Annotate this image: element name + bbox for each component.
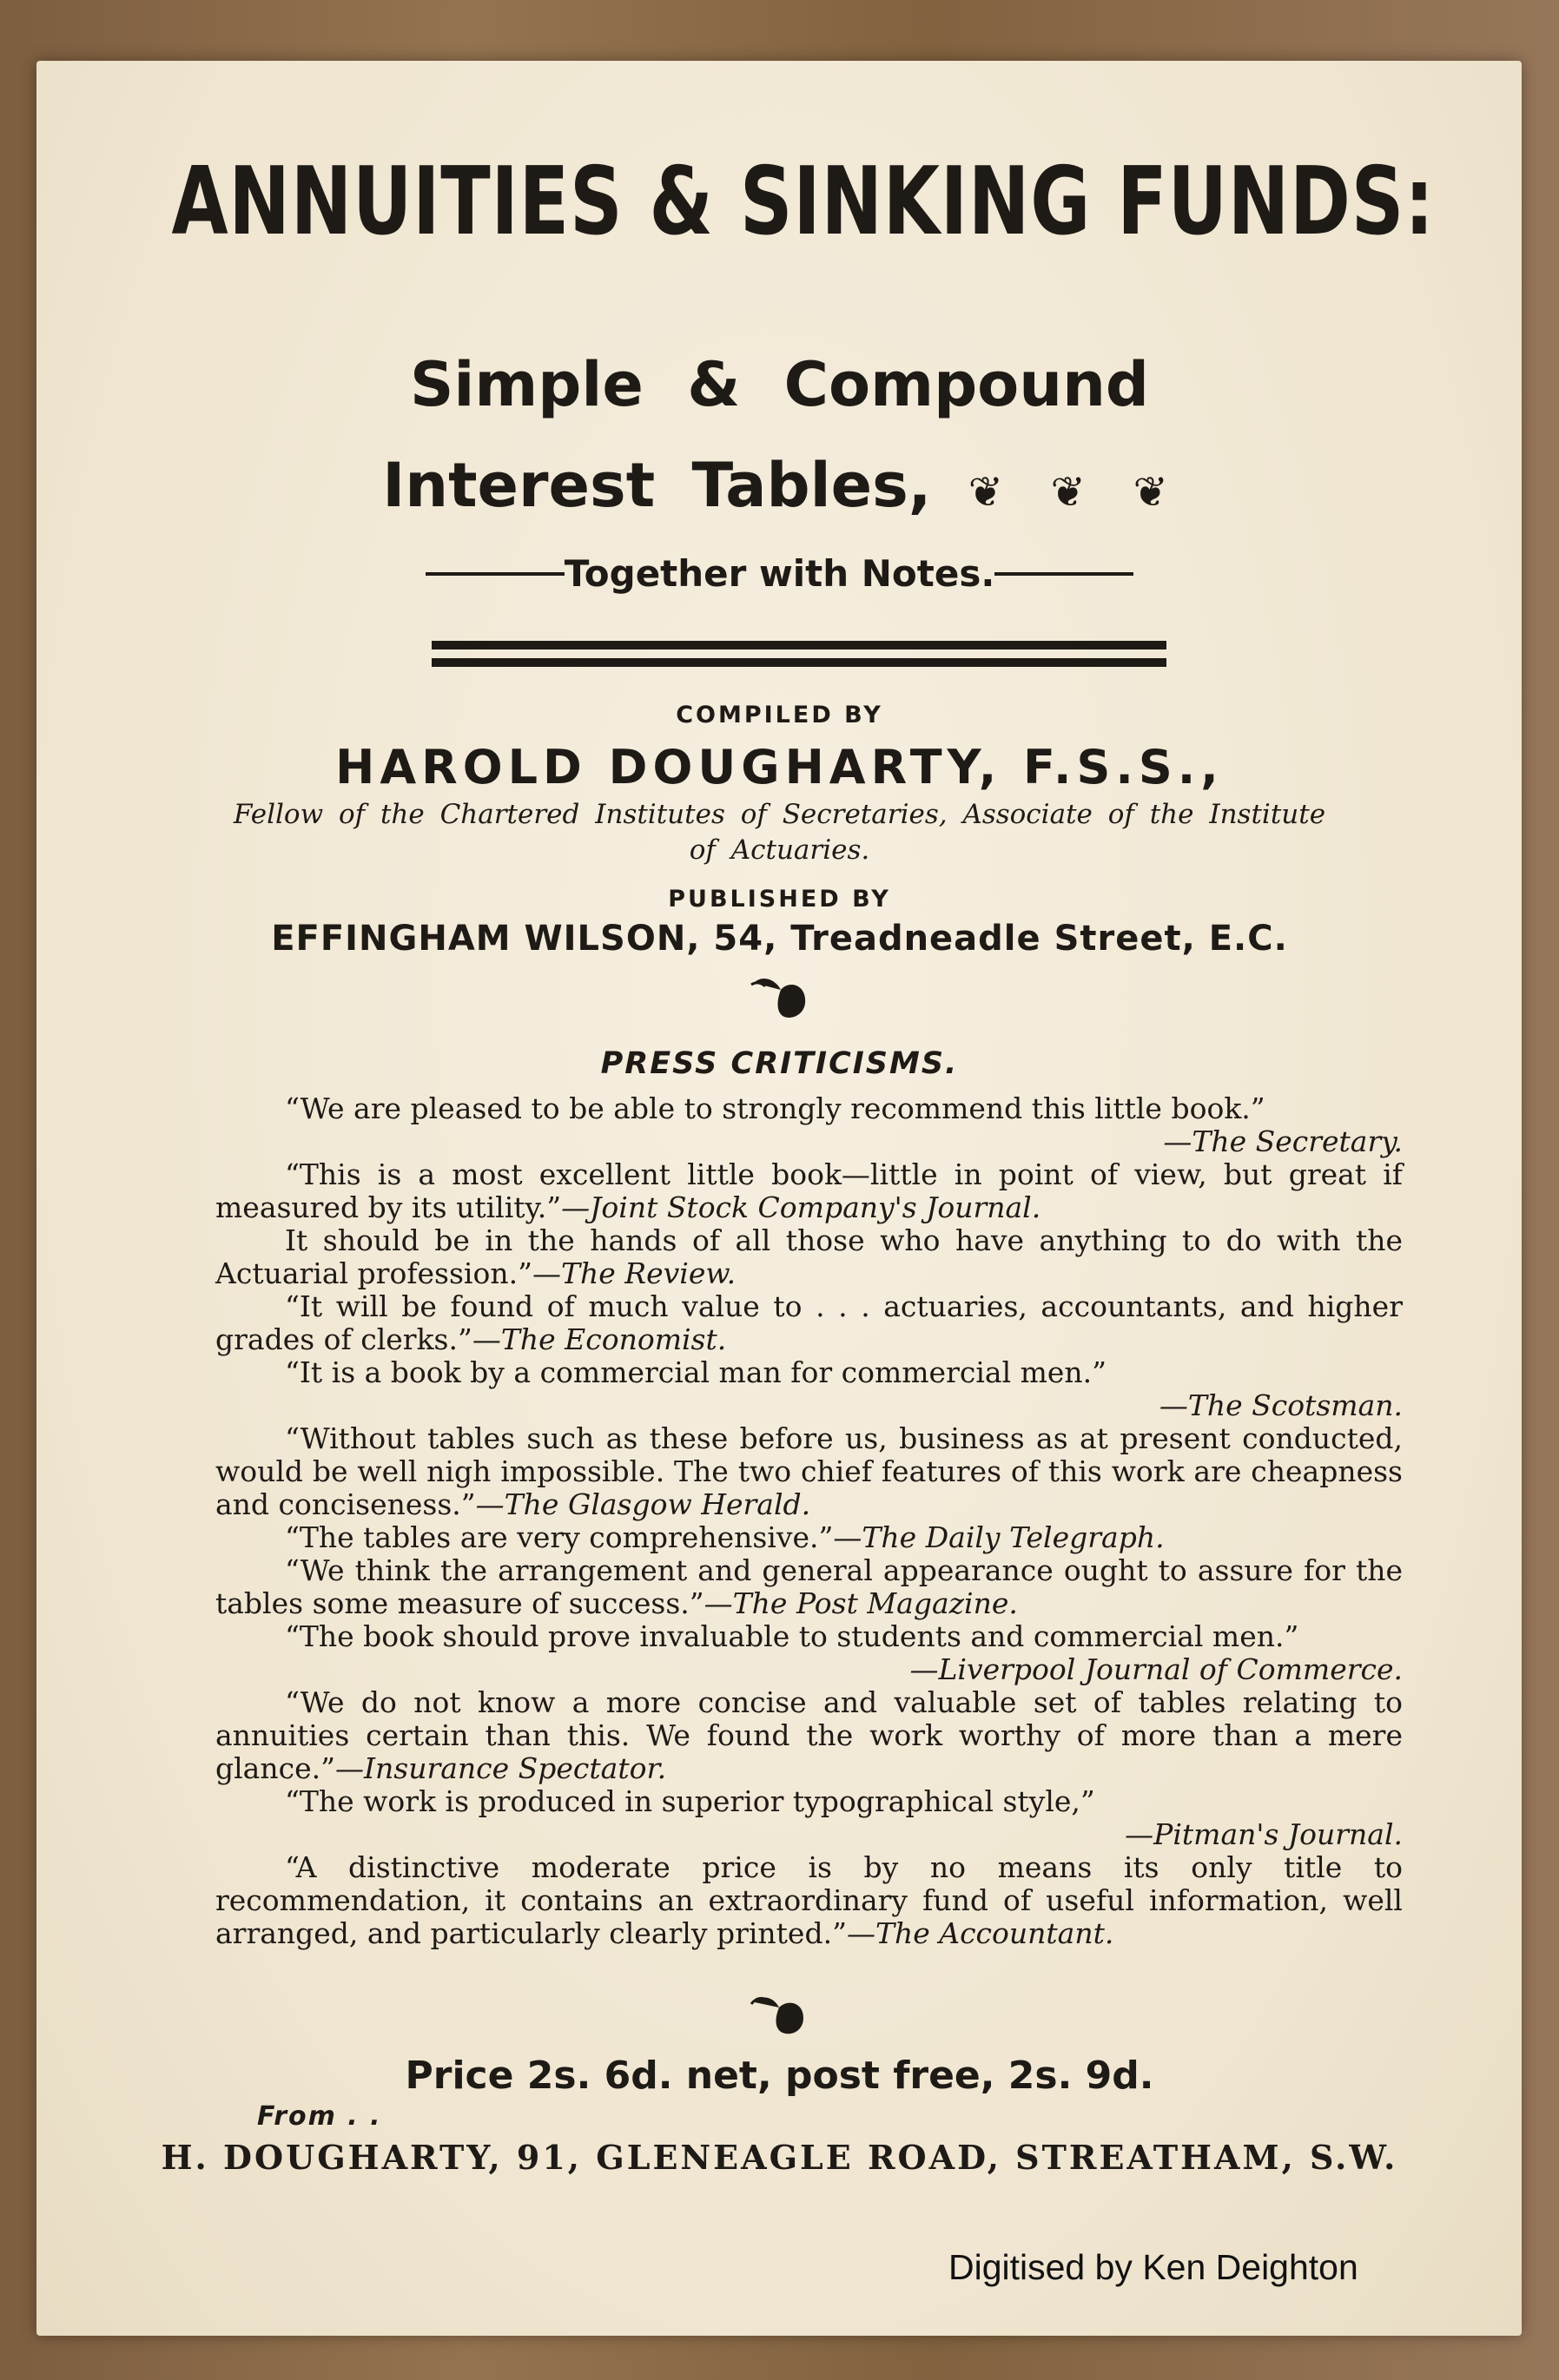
rule-bottom bbox=[432, 658, 1166, 667]
subtitle-line-2-text: Interest Tables, bbox=[382, 450, 932, 521]
leaf-ornament-svg bbox=[750, 972, 810, 1025]
rule-top bbox=[432, 641, 1166, 649]
review-source: —The Scotsman. bbox=[1159, 1388, 1403, 1422]
review-source: —Insurance Spectator. bbox=[334, 1751, 667, 1785]
together-line bbox=[0, 552, 1559, 595]
review-quote: “The tables are very comprehensive.” bbox=[285, 1520, 834, 1554]
digitised-credit: Digitised by Ken Deighton bbox=[948, 2247, 1358, 2287]
review-quote: “It will be found of much value to . . . actuaries, accountants, and higher grades of clerks.” bbox=[215, 1289, 1403, 1356]
from-label: From . . bbox=[257, 2101, 382, 2132]
publisher-name: EFFINGHAM WILSON, 54, Treadneadle Street, E.C. bbox=[271, 919, 1288, 959]
review-quote: “This is a most excellent little book—little in point of view, but great if measured by its utility.” bbox=[215, 1157, 1403, 1224]
review-quote: “We think the arrangement and general appearance ought to assure for the tables some measure of success.” bbox=[215, 1553, 1403, 1620]
review-item bbox=[215, 1092, 1403, 1158]
together-text: Together with Notes. bbox=[564, 552, 995, 595]
author-name: HAROLD DOUGHARTY, F.S.S., bbox=[335, 740, 1224, 794]
review-item bbox=[215, 1521, 1403, 1554]
double-rule-divider bbox=[432, 641, 1166, 676]
review-item bbox=[215, 1785, 1403, 1851]
review-item bbox=[215, 1620, 1403, 1686]
review-quote: “The work is produced in superior typographical style,” bbox=[285, 1784, 1095, 1818]
review-source: —The Economist. bbox=[472, 1322, 727, 1356]
leaf-ornament-bottom-svg bbox=[750, 1988, 810, 2040]
subtitle-line-1: Simple & Compound bbox=[409, 349, 1150, 420]
fleuron-ornament-icon: ❦ ❦ ❦ bbox=[968, 468, 1177, 517]
compiled-by-label: COMPILED BY bbox=[676, 702, 883, 729]
review-item bbox=[215, 1224, 1403, 1290]
author-credentials: Fellow of the Chartered Institutes of Secretaries, Associate of the Institute of Actuaries. bbox=[233, 799, 1326, 866]
seller-address: H. DOUGHARTY, 91, GLENEAGLE ROAD, STREATHAM, S.W. bbox=[161, 2138, 1398, 2177]
published-by-label: PUBLISHED BY bbox=[668, 886, 891, 913]
subtitle-line-2 bbox=[0, 450, 1559, 521]
review-source: —The Review. bbox=[532, 1256, 737, 1290]
reviews-list bbox=[215, 1092, 1403, 1950]
press-criticisms-heading: PRESS CRITICISMS. bbox=[600, 1046, 959, 1081]
leaf-ornament-bottom-icon bbox=[0, 1988, 1559, 2052]
review-quote: “Without tables such as these before us, business as at present conducted, would be well nigh impossible. The two chief features of this work are cheapness and conciseness.” bbox=[215, 1421, 1403, 1521]
review-source: —The Glasgow Herald. bbox=[475, 1487, 811, 1521]
review-quote: It should be in the hands of all those who have anything to do with the Actuarial profession.” bbox=[215, 1223, 1403, 1290]
review-item bbox=[215, 1851, 1403, 1950]
price-line: Price 2s. 6d. net, post free, 2s. 9d. bbox=[405, 2054, 1154, 2098]
review-source: —Liverpool Journal of Commerce. bbox=[909, 1652, 1403, 1686]
review-quote: “We are pleased to be able to strongly recommend this little book.” bbox=[285, 1091, 1265, 1125]
document-title: ANNUITIES & SINKING FUNDS: bbox=[171, 148, 1435, 256]
review-source: —The Secretary. bbox=[1163, 1124, 1403, 1158]
review-source: —The Post Magazine. bbox=[704, 1586, 1018, 1620]
right-dash-rule bbox=[994, 572, 1133, 576]
review-quote: “It is a book by a commercial man for commercial men.” bbox=[285, 1355, 1107, 1389]
review-source: —Joint Stock Company's Journal. bbox=[561, 1190, 1041, 1224]
review-quote: “The book should prove invaluable to students and commercial men.” bbox=[285, 1619, 1299, 1653]
leaf-ornament-icon bbox=[0, 972, 1559, 1036]
review-quote: “We do not know a more concise and valuable set of tables relating to annuities certain than this. We found the work worthy of more than a mere glance.” bbox=[215, 1685, 1403, 1785]
review-item bbox=[215, 1290, 1403, 1356]
review-source: —The Daily Telegraph. bbox=[833, 1520, 1165, 1554]
review-item bbox=[215, 1158, 1403, 1224]
left-dash-rule bbox=[426, 572, 565, 576]
review-item bbox=[215, 1356, 1403, 1422]
review-item bbox=[215, 1422, 1403, 1521]
review-source: —The Accountant. bbox=[846, 1916, 1114, 1950]
review-item bbox=[215, 1686, 1403, 1785]
review-source: —Pitman's Journal. bbox=[1125, 1817, 1403, 1851]
review-item bbox=[215, 1554, 1403, 1620]
review-quote: “A distinctive moderate price is by no means its only title to recommendation, it contains an extraordinary fund of useful information, well arranged, and particularly clearly printed.” bbox=[215, 1850, 1403, 1950]
